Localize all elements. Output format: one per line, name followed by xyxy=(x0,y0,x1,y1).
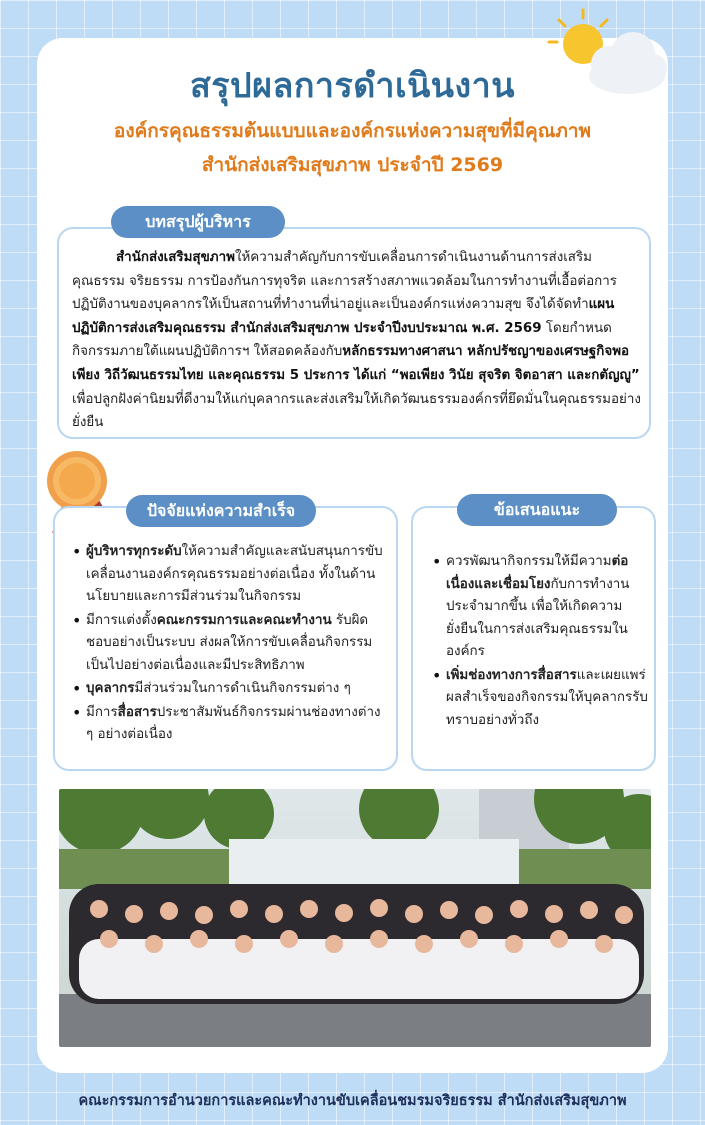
item-bold: สื่อสาร xyxy=(117,704,157,720)
suggestions-list xyxy=(434,551,648,733)
list-item xyxy=(74,610,384,678)
summary-text xyxy=(72,246,644,435)
item-text: และเผยแพร่ผลสำเร็จของกิจกรรมให้บุคลากรรับทราบอย่างทั่วถึง xyxy=(446,667,648,728)
success-factors-heading: ปัจจัยแห่งความสำเร็จ xyxy=(126,495,316,527)
page-subtitle: องค์กรคุณธรรมต้นแบบและองค์กรแห่งความสุขที่มีคุณภาพ xyxy=(113,120,592,142)
item-text: กับการทำงานประจำมากขึ้น เพื่อให้เกิดความยั่งยืนในการส่งเสริมคุณธรรมในองค์กร xyxy=(446,576,630,659)
suggestions-heading: ข้อเสนอแนะ xyxy=(457,494,617,526)
item-bold: ผู้บริหารทุกระดับ xyxy=(86,544,182,559)
list-item xyxy=(74,541,384,609)
footer-credit: คณะกรรมการอำนวยการและคณะทำงานขับเคลื่อนชมรมจริยธรรม สำนักส่งเสริมสุขภาพ xyxy=(78,1093,627,1109)
page-subtitle-org-year: สำนักส่งเสริมสุขภาพ ประจำปี 2569 xyxy=(201,154,504,176)
item-text: ควรพัฒนากิจกรรมให้มีความ xyxy=(446,554,612,569)
list-item xyxy=(74,678,384,701)
item-text: มีส่วนร่วมในการดำเนินกิจกรรมต่าง ๆ xyxy=(134,681,351,696)
item-text: มีการ xyxy=(86,704,118,720)
page-title: สรุปผลการดำเนินงาน xyxy=(189,66,515,106)
summary-bold-plan: แผนปฏิบัติการส่งเสริมคุณธรรม สำนักส่งเสริมสุขภาพ ประจำปีงบประมาณ พ.ศ. 2569 xyxy=(72,297,615,336)
item-bold: คณะกรรมการและคณะทำงาน xyxy=(156,612,332,628)
group-photo xyxy=(59,789,651,1047)
item-bold: เพิ่มช่องทางการสื่อสาร xyxy=(446,667,577,683)
item-bold: ต่อเนื่องและเชื่อมโยง xyxy=(446,554,629,592)
item-text: รับผิดชอบอย่างเป็นระบบ ส่งผลให้การขับเคลื่อนกิจกรรมเป็นไปอย่างต่อเนื่องและมีประสิทธิภาพ xyxy=(86,612,373,673)
item-text: ให้ความสำคัญและสนับสนุนการขับเคลื่อนงานองค์กรคุณธรรมอย่างต่อเนื่อง ทั้งในด้านนโยบายและการมีส่วนร่วมในกิจกรรม xyxy=(86,544,383,604)
summary-heading: บทสรุปผู้บริหาร xyxy=(111,206,285,238)
summary-part: เพื่อปลูกฝังค่านิยมที่ดีงามให้แก่บุคลากรและส่งเสริมให้เกิดวัฒนธรรมองค์กรที่ยึดมั่นในคุณธรรมอย่างยั่งยืน xyxy=(72,391,641,431)
item-text: ประชาสัมพันธ์กิจกรรมผ่านช่องทางต่าง ๆ อย่างต่อเนื่อง xyxy=(86,704,381,742)
item-text: มีการแต่งตั้ง xyxy=(86,612,157,628)
summary-part: โดยกำหนดกิจกรรมภายใต้แผนปฏิบัติการฯ ให้สอดคล้องกับ xyxy=(72,320,612,360)
summary-bold-org: สำนักส่งเสริมสุขภาพ xyxy=(116,250,235,265)
list-item xyxy=(434,551,648,664)
summary-part: ให้ความสำคัญกับการขับเคลื่อนการดำเนินงานด้านการส่งเสริมคุณธรรม จริยธรรม การป้องกันการทุจริต และการสร้างสภาพแวดล้อมในการทำงานที่เอื้อต่อการปฏิบัติงานของบุคลากรให้เป็นสถานที่ทำงานที่น่าอยู่และเป็นองค์กรแห่งความสุข จึงได้จัดทำ xyxy=(72,250,617,313)
summary-bold-principles: หลักธรรมทางศาสนา หลักปรัชญาของเศรษฐกิจพอเพียง วิถีวัฒนธรรมไทย และคุณธรรม 5 ประการ ได้แก่ “พอเพียง วินัย สุจริต จิตอาสา และกตัญญู” xyxy=(72,344,640,383)
item-bold: บุคลากร xyxy=(86,681,135,696)
success-factors-list xyxy=(74,541,384,748)
list-item xyxy=(74,702,384,747)
list-item xyxy=(434,665,648,733)
